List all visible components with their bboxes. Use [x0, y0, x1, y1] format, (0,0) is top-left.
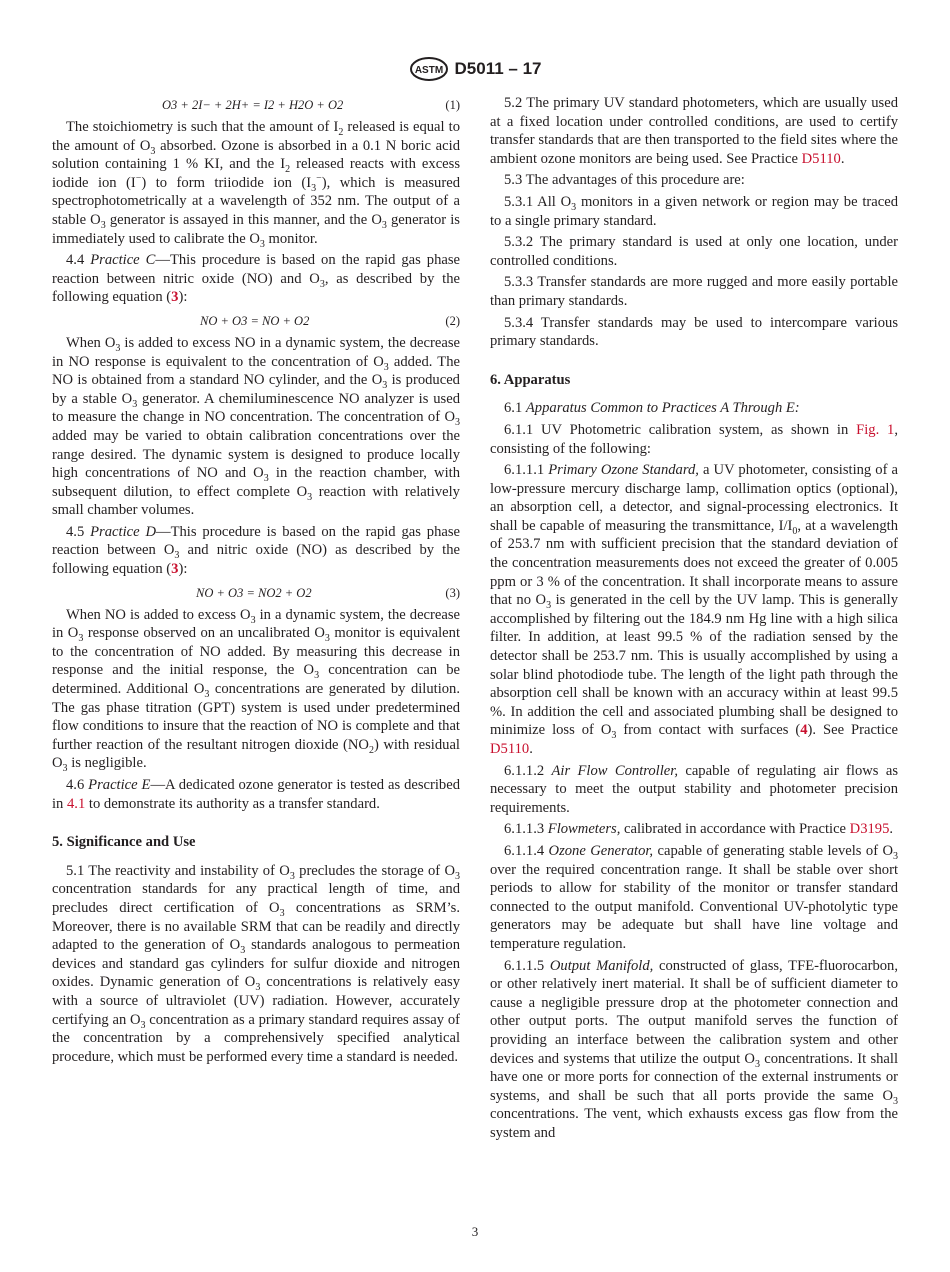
equation-2-number: (2): [445, 313, 460, 328]
standard-link[interactable]: D5110: [490, 741, 530, 757]
reference-link[interactable]: 3: [171, 289, 179, 306]
figure-link[interactable]: Fig. 1: [856, 421, 895, 438]
paragraph-6-1-1-5: 6.1.1.5 Output Manifold, constructed of glass, TFE-fluorocarbon, or other relatively inert material. It shall be of sufficient diameter to cause a negligible pressure drop at the photometer connection and other output ports. The output manifold serves the function of providing an interface between the calibration system and other devices and systems that utilize the output $O_3$ concentrations. It shall have one or more ports for connection of the external instruments or systems, and shall be such that all ports provide the same $O_3$ concentrations. The vent, which exhausts excess gas flow from the system and: [490, 957, 899, 1141]
equation-1-number: (1): [445, 98, 460, 112]
paragraph-6-1-1-4: 6.1.1.4 Ozone Generator, capable of generating stable levels of $O_3$ over the required concentration range. It shall be stable over short periods to allow for stability of the monitor or transfer standard connected to the output manifold. Conventional UV-photolytic type generators may be adequate but shall have line voltage and temperature regulation.: [490, 842, 898, 952]
equation-2-expr: NO + O3 = NO + O2: [200, 313, 310, 328]
equation-3-expr: NO + O3 = NO2 + O2: [196, 585, 312, 600]
paragraph-5-3-1: 5.3.1 All $O_3$ monitors in a given network or region may be traced to a single primary standard.: [490, 193, 898, 229]
paragraph-5-2: 5.2 The primary UV standard photometers, which are usually used at a fixed location under controlled conditions, are used to certify transfer standards that are then transported to the field sites where the ambient ozone monitors are being used. See Practice D5110.: [490, 95, 898, 167]
astm-logo-icon: [409, 56, 449, 82]
standard-link[interactable]: D5110: [801, 150, 841, 167]
standard-designation: D5011 – 17: [454, 59, 542, 78]
page-header: [0, 56, 950, 86]
equation-3-number: (3): [445, 585, 460, 600]
paragraph-no-excess: When $O_3$ is added to excess NO in a dynamic system, the decrease in NO response is equivalent to the concentration of $O_3$ added. The NO is obtained from a standard NO cylinder, and the $O_3$ is produced by a stable $O_3$ generator. A chemiluminescence NO analyzer is used to measure the change in NO concentration. The concentration of $O_3$ added may be varied to obtain calibration concentrations over the range desired. The dynamic system is designed to produce locally high concentrations of NO and $O_3$ in the reaction chamber, with subsequent dilution, to effect complete $O_3$ reaction with relatively small chamber volumes.: [52, 334, 460, 519]
standard-link[interactable]: D3195: [849, 821, 890, 838]
paragraph-stoichiometry: The stoichiometry is such that the amount of $I_2$ released is equal to the amount of $O_3$ absorbed. Ozone is absorbed in a 0.1 N boric acid solution containing 1 % KI, and the $I_2$ released reacts with excess iodide ion (I−) to form triiodide ion $(I_3^-)$, which is measured spectrophotometrically at a wavelength of 352 nm. The output of a stable $O_3$ generator is assayed in this manner, and the $O_3$ generator is immediately used to calibrate the $O_3$ monitor.: [52, 119, 461, 250]
paragraph-5-3: 5.3 The advantages of this procedure are:: [504, 172, 745, 189]
paragraph-5-3-3: 5.3.3 Transfer standards are more rugged and more easily portable than primary standards.: [490, 274, 898, 309]
right-column: [490, 94, 898, 1145]
paragraph-4-5: 4.5 Practice D—This procedure is based on the rapid gas phase reaction between $O_3$ and nitric oxide (NO) as described by the following equation (3):: [52, 523, 461, 578]
paragraph-6-1-1: 6.1.1 UV Photometric calibration system, as shown in Fig. 1, consisting of the following:: [490, 421, 898, 457]
paragraph-6-1-1-2: 6.1.1.2 Air Flow Controller, capable of regulating air flows as necessary to meet the output stability and photometer precision requirements.: [490, 762, 899, 816]
section-heading-6: 6. Apparatus: [490, 371, 571, 388]
page-number: 3: [471, 1224, 479, 1239]
equation-1-expr: O3 + 2I− + 2H+ = I2 + H2O + O2: [162, 98, 344, 112]
paragraph-5-3-2: 5.3.2 The primary standard is used at only one location, under controlled conditions.: [490, 234, 898, 269]
section-link[interactable]: 4.1: [67, 795, 86, 812]
paragraph-6-1-1-1: 6.1.1.1 Primary Ozone Standard, a UV photometer, consisting of a low-pressure mercury discharge lamp, collimation optics (optional), an absorption cell, a detector, and signal-processing electronics. It shall be capable of measuring the transmittance, $I/I_0$, at a wavelength of 253.7 nm with sufficient precision that the standard deviation of the concentration measurements does not exceed the greater of 0.005 ppm or 3 % of the concentration. It shall incorporate means to assure that no $O_3$ is generated in the cell by the UV lamp. This is generally accomplished by filtering out the 184.9 nm Hg line with a high silica filter. In addition, at least 99.5 % of the radiation sensed by the detector shall be 253.7 nm. This is usually accomplished by using a solar blind photodiode tube. The length of the light path through the absorption cell shall be known with an accuracy within at least 99.5 %. In addition the cell and associated plumbing shall be designed to minimize loss of $O_3$ from contact with surfaces (4). See Practice D5110.: [490, 462, 899, 757]
paragraph-6-1: 6.1 Apparatus Common to Practices A Through E:: [504, 400, 800, 417]
left-column: [52, 94, 460, 1069]
reference-link[interactable]: 3: [171, 561, 179, 578]
equation-1: [52, 94, 460, 116]
paragraph-4-4: 4.4 Practice C—This procedure is based on the rapid gas phase reaction between nitric oxide (NO) and $O_3$, as described by the following equation (3):: [52, 252, 461, 306]
paragraph-o3-excess: When NO is added to excess $O_3$ in a dynamic system, the decrease in $O_3$ response observed on an uncalibrated $O_3$ monitor is equivalent to the concentration of NO added. By measuring this decrease in response and the initial response, the $O_3$ concentration can be determined. Additional $O_3$ concentrations are generated by dilution. The gas phase titration (GPT) system is used under predetermined flow conditions to insure that the reaction of NO is complete and that further reaction of the resultant nitrogen dioxide $(NO_2)$ with residual $O_3$ is negligible.: [52, 606, 461, 775]
reference-link[interactable]: 4: [800, 722, 808, 739]
section-heading-5: 5. Significance and Use: [52, 834, 196, 851]
equation-3: [52, 582, 460, 604]
paragraph-4-6: 4.6 Practice E—A dedicated ozone generator is tested as described in 4.1 to demonstrate its authority as a transfer standard.: [52, 777, 460, 812]
paragraph-5-1: 5.1 The reactivity and instability of $O_3$ precludes the storage of $O_3$ concentration standards for any practical length of time, and precludes direct certification of $O_3$ concentrations as SRM’s. Moreover, there is no available SRM that can be readily and directly adapted to the generation of $O_3$ standards analogous to permeation devices and standard gas cylinders for sulfur dioxide and nitrogen oxides. Dynamic generation of $O_3$ concentrations is relatively easy with a source of ultraviolet (UV) radiation. However, accurately certifying an $O_3$ concentration as a primary standard requires assay of the concentration by a comprehensively specified analytical procedure, which must be performed every time a standard is needed.: [52, 862, 460, 1065]
astm-logo-text: ASTM: [414, 65, 443, 76]
paragraph-6-1-1-3: 6.1.1.3 Flowmeters, calibrated in accordance with Practice D3195.: [504, 821, 894, 838]
equation-2: [52, 310, 460, 332]
paragraph-5-3-4: 5.3.4 Transfer standards may be used to intercompare various primary standards.: [490, 314, 898, 350]
